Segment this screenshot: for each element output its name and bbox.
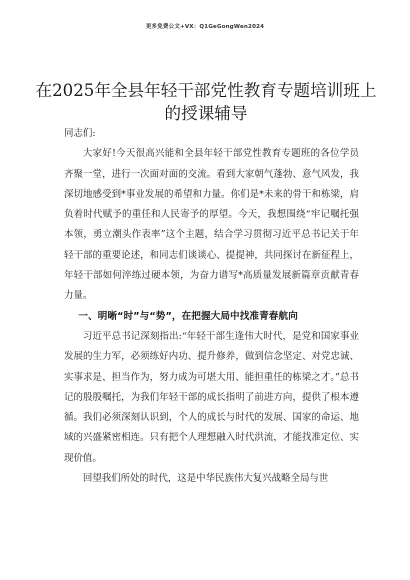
document-title: 在2025年全县年轻干部党性教育专题培训班上的授课辅导 <box>35 81 377 123</box>
top-note: 更多免费公文+VX：Q1GeGongWen2024 <box>145 24 265 30</box>
paragraph-section-2: 回望我们所处的时代，这是中华民族伟大复兴战略全局与世 <box>82 473 329 485</box>
salutation: 同志们: <box>64 128 96 139</box>
section-heading: 一、明晰“时”与“势”，在把握大局中找准青春航向 <box>78 310 298 322</box>
document-body <box>64 124 359 489</box>
paragraph-section-1: 习近平总书记深刻指出:“年轻干部生逢伟大时代，是党和国家事业发展的生力军，必须练好内功、提升修养，做到信念坚定、对党忠诚、实事求是、担当作为，努力成为可堪大用、能担重任的栋梁之才。”总书记的殷殷嘱托，为我们年轻干部的成长指明了前进方向，提供了根本遵循。我们必须深刻认识到，个人的成长与时代的发展、国家的命运、地域的兴盛紧密相连。只有把个人理想融入时代洪流，才能找准定位、实现价值。 <box>64 330 359 464</box>
paragraph-intro: 大家好!今天很高兴能和全县年轻干部党性教育专题班的各位学员齐聚一堂，进行一次面对面的交流。看到大家朝气蓬勃、意气风发，我深切地感受到*事业发展的希望和力量。你们是*未来的骨干和栋梁，肩负着时代赋予的重任和人民寄予的厚望。今天，我想围绕“牢记嘱托强本领，勇立潮头作表率”这个主题，结合学习贯彻习近平总书记关于年轻干部的重要论述，和同志们谈谈心、提提神，共同探讨在新征程上，年轻干部如何淬练过硬本领，为奋力谱写*高质量发展新篇章贡献青春力量。 <box>64 148 359 302</box>
